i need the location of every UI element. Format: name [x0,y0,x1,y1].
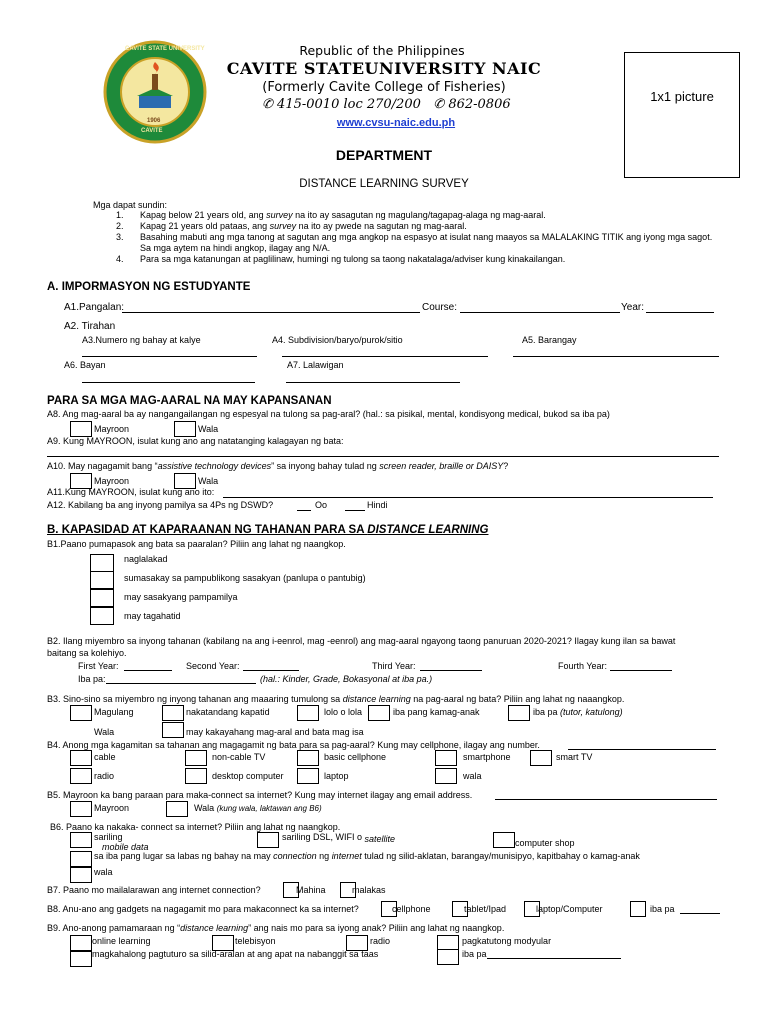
b3-label: Wala [94,727,115,737]
b6-dsl-checkbox[interactable] [257,832,279,848]
instruction-item: 3. Basahing mabuti ang mga tanong at sagutan ang mga angkop na espasyo at isulat nang maayos sa MALALAKING TITIK ang iyong mga sagot. [116,232,713,242]
a8-mayroon-label: Mayroon [94,424,130,434]
b6-dsl-label: sariling DSL, WIFI o satellite [282,832,396,844]
b1-opt-checkbox[interactable] [90,607,114,625]
second-year-label: Second Year: [186,661,240,671]
b4-checkbox[interactable] [185,768,207,784]
b8-label: tablet/Ipad [464,904,507,914]
b3-checkbox[interactable] [162,722,184,738]
b5-wala-label: Wala (kung wala, laktawan ang B6) [194,803,322,813]
formerly-line: (Formerly Cavite College of Fisheries) [262,80,506,95]
b5-question: B5. Mayroon ka bang paraan para maka-connect sa internet? Kung may internet ilagay ang email address. [47,790,473,800]
b3-checkbox[interactable] [508,705,530,721]
a12-hindi-label: Hindi [367,500,388,510]
b9-label: telebisyon [235,936,276,946]
a1-name-label: A1.Pangalan: [64,302,125,313]
b9-label: radio [370,936,391,946]
picture-box-label: 1x1 picture [650,89,714,104]
survey-title: DISTANCE LEARNING SURVEY [299,178,469,190]
b2-hint: (hal.: Kinder, Grade, Bokasyonal at iba pa.) [260,674,433,684]
b9-iba-pa-field[interactable] [487,958,621,959]
iba-pa-label: Iba pa: [78,674,106,684]
logo-year: 1906 [147,118,161,124]
b1-opt-checkbox[interactable] [90,571,114,589]
republic-line: Republic of the Philippines [299,43,465,58]
b3-checkbox[interactable] [297,705,319,721]
b8-iba-pa-field[interactable] [680,913,720,914]
a9-question: A9. Kung MAYROON, isulat kung ano ang natatanging kalagayan ng bata: [47,436,344,446]
third-year-field[interactable] [420,670,482,671]
logo-text-bottom: CAVITE [141,128,163,134]
b5-mayroon-label: Mayroon [94,803,130,813]
b7-malakas-label: malakas [352,885,386,895]
third-year-label: Third Year: [372,661,416,671]
b4-label: laptop [324,771,349,781]
b6-iba-checkbox[interactable] [70,851,92,867]
a2-label: A2. Tirahan [64,321,116,332]
b4-label: smart TV [556,752,593,762]
a4-label: A4. Subdivision/baryo/purok/sitio [272,335,403,345]
a9-field[interactable] [47,456,719,457]
b6-computer-shop-checkbox[interactable] [493,832,515,848]
a12-hindi-blank[interactable] [345,510,365,511]
b1-question: B1.Paano pumapasok ang bata sa paaralan? Piliin ang lahat ng naangkop. [47,539,346,549]
section-b-title: B. KAPASIDAD AT KAPARAANAN NG TAHANAN PARA SA DISTANCE LEARNING [47,524,489,536]
b6-mobile-checkbox[interactable] [70,832,92,848]
b4-label: desktop computer [212,771,284,781]
a1-course-field[interactable] [460,312,620,313]
a1-year-label: Year: [621,302,644,313]
b3-label: iba pa (tutor, katulong) [533,707,623,717]
b6-mobile-label: sariling mobile data [94,832,149,852]
b4-number-field[interactable] [568,749,716,750]
b3-checkbox[interactable] [162,705,184,721]
b1-opt-label: may sasakyang pampamilya [124,592,238,602]
iba-pa-field[interactable] [106,683,256,684]
a3-label: A3.Numero ng bahay at kalye [82,335,201,345]
a10-question: A10. May nagagamit bang “assistive technology devices” sa inyong bahay tulad ng screen reader, braille or DAISY? [47,461,509,471]
b6-wala-checkbox[interactable] [70,867,92,883]
b1-opt-label: naglalakad [124,554,168,564]
instruction-item: 4. Para sa mga katanungan at paglilinaw, humingi ng tulong sa taong nakatalaga/adviser kung kinakailangan. [116,254,566,264]
b9-label: online learning [92,936,151,946]
b3-checkbox[interactable] [70,705,92,721]
b4-label: radio [94,771,115,781]
a1-course-label: Course: [422,302,458,313]
a12-oo-blank[interactable] [297,510,311,511]
b8-checkbox[interactable] [630,901,646,917]
b3-question: B3. Sino-sino sa miyembro ng inyong tahanan ang maaaring tumulong sa distance learning na pag-aaral ng bata? Piliin ang lahat ng naaangkop. [47,694,625,704]
b3-label: iba pang kamag-anak [393,707,480,717]
a5-label: A5. Barangay [522,335,577,345]
fourth-year-label: Fourth Year: [558,661,608,671]
b6-iba-label: sa iba pang lugar sa labas ng bahay na may connection ng internet tulad ng silid-aklatan, barangay/munisipyo, kapitbahay o kamag-anak [94,851,640,861]
a8-question: A8. Ang mag-aaral ba ay nangangailangan ng espesyal na tulong sa pag-aral? (hal.: sa pisikal, mental, kondisyong medical, bukod sa iba pa) [47,409,610,419]
instruction-item: Sa mga aytem na hindi angkop, ilagay ang N/A. [140,243,331,253]
b9-label: magkahalong pagtuturo sa silid-aralan at ang apat na nabanggit sa taas [92,949,379,959]
a10-mayroon-label: Mayroon [94,476,130,486]
instructions-heading: Mga dapat sundin: [93,200,168,210]
phone-icon: ✆ [433,97,445,112]
a8-wala-checkbox[interactable] [174,421,196,437]
a8-mayroon-checkbox[interactable] [70,421,92,437]
b9-checkbox[interactable] [70,951,92,967]
b4-checkbox[interactable] [297,750,319,766]
website-link[interactable]: www.cvsu-naic.edu.ph [336,117,456,129]
b4-label: cable [94,752,116,762]
instruction-item: 1. Kapag below 21 years old, ang survey na ito ay sasagutan ng magulang/tagapag-alaga ng mag-aaral. [116,210,546,220]
phone-2: 862-0806 [448,97,511,112]
a6-field[interactable] [82,382,255,383]
phone-line [262,97,511,112]
first-year-field[interactable] [124,670,172,671]
b5-wala-checkbox[interactable] [166,801,188,817]
logo-text-top: CAVITE STATE UNIVERSITY [125,46,205,52]
first-year-label: First Year: [78,661,119,671]
b8-question: B8. Anu-ano ang gadgets na nagagamit mo para makaconnect ka sa internet? [47,904,359,914]
b4-checkbox[interactable] [435,768,457,784]
b4-checkbox[interactable] [530,750,552,766]
department-title: DEPARTMENT [335,147,433,163]
b4-checkbox[interactable] [435,750,457,766]
b4-question: B4. Anong mga kagamitan sa tahanan ang magagamit ng bata para sa pag-aaral? Kung may cellphone, ilagay ang number. [47,740,540,750]
section-a-title: A. IMPORMASYON NG ESTUDYANTE [47,281,251,293]
b4-checkbox[interactable] [185,750,207,766]
a1-year-field[interactable] [646,312,714,313]
a6-label: A6. Bayan [64,360,106,370]
a8-wala-label: Wala [198,424,219,434]
a11-question: A11.Kung MAYROON, isulat kung ano ito: [47,487,215,497]
b4-label: non-cable TV [212,752,266,762]
fourth-year-field[interactable] [610,670,672,671]
b5-mayroon-checkbox[interactable] [70,801,92,817]
a7-field[interactable] [286,382,460,383]
a5-field[interactable] [513,356,719,357]
b1-opt-label: sumasakay sa pampublikong sasakyan (panlupa o pantubig) [124,573,366,583]
b4-label: smartphone [463,752,511,762]
a12-oo-label: Oo [315,500,328,510]
a1-name-field[interactable] [122,312,420,313]
b3-label: Magulang [94,707,134,717]
b9-label: iba pa [462,949,487,959]
phone-icon: ✆ [262,97,273,112]
instruction-item: 2. Kapag 21 years old pataas, ang survey na ito ay pwede na sagutan ng mag-aaral. [116,221,467,231]
b3-label: may kakayahang mag-aral and bata mag isa [186,727,364,737]
b4-checkbox[interactable] [70,768,92,784]
b7-mahina-label: Mahina [296,885,326,895]
b6-wala-label: wala [94,867,113,877]
b8-label: cellphone [392,904,431,914]
phone-1: 415-0010 loc 270/200 [277,97,421,112]
a4-field[interactable] [282,356,488,357]
b3-label: nakatandang kapatid [186,707,270,717]
b5-email-field[interactable] [495,799,717,800]
b1-opt-checkbox[interactable] [90,554,114,572]
b9-checkbox[interactable] [70,935,92,951]
b3-checkbox[interactable] [368,705,390,721]
b4-checkbox[interactable] [297,768,319,784]
b4-checkbox[interactable] [70,750,92,766]
b6-question: B6. Paano ka nakaka- connect sa internet? Piliin ang lahat ng naangkop. [50,822,341,832]
b2-question-line2: baitang sa kolehiyo. [47,648,127,658]
a12-question: A12. Kabilang ba ang inyong pamilya sa 4Ps ng DSWD? [47,500,274,510]
b8-label: laptop/Computer [536,904,603,914]
b4-label: wala [463,771,482,781]
a7-label: A7. Lalawigan [287,360,344,370]
b7-question: B7. Paano mo mailalarawan ang internet connection? [47,885,261,895]
b4-label: basic cellphone [324,752,387,762]
a10-wala-label: Wala [198,476,219,486]
b1-opt-label: may tagahatid [124,611,181,621]
b9-label: pagkatutong modyular [462,936,552,946]
second-year-field[interactable] [243,670,299,671]
university-name: CAVITE STATEUNIVERSITY NAIC [226,59,542,78]
special-section-title: PARA SA MGA MAG-AARAL NA MAY KAPANSANAN [47,395,332,407]
b8-label: iba pa [650,904,675,914]
b6-computer-shop-label: computer shop [515,838,575,848]
b2-question-line1: B2. Ilang miyembro sa inyong tahanan (kabilang na ang i-eenrol, mag -eenrol) ang mag-aaral ngayong taong panuruan 2020-2021? Ilagay kung ilan sa bawat [47,636,676,646]
b9-question: B9. Ano-anong pamamaraan ng “distance learning” ang nais mo para sa iyong anak? Piliin ang lahat ng naangkop. [47,923,505,933]
b3-label: lolo o lola [324,707,363,717]
b9-checkbox[interactable] [437,949,459,965]
a3-field[interactable] [82,356,257,357]
a11-field[interactable] [223,497,713,498]
b1-opt-checkbox[interactable] [90,589,114,607]
